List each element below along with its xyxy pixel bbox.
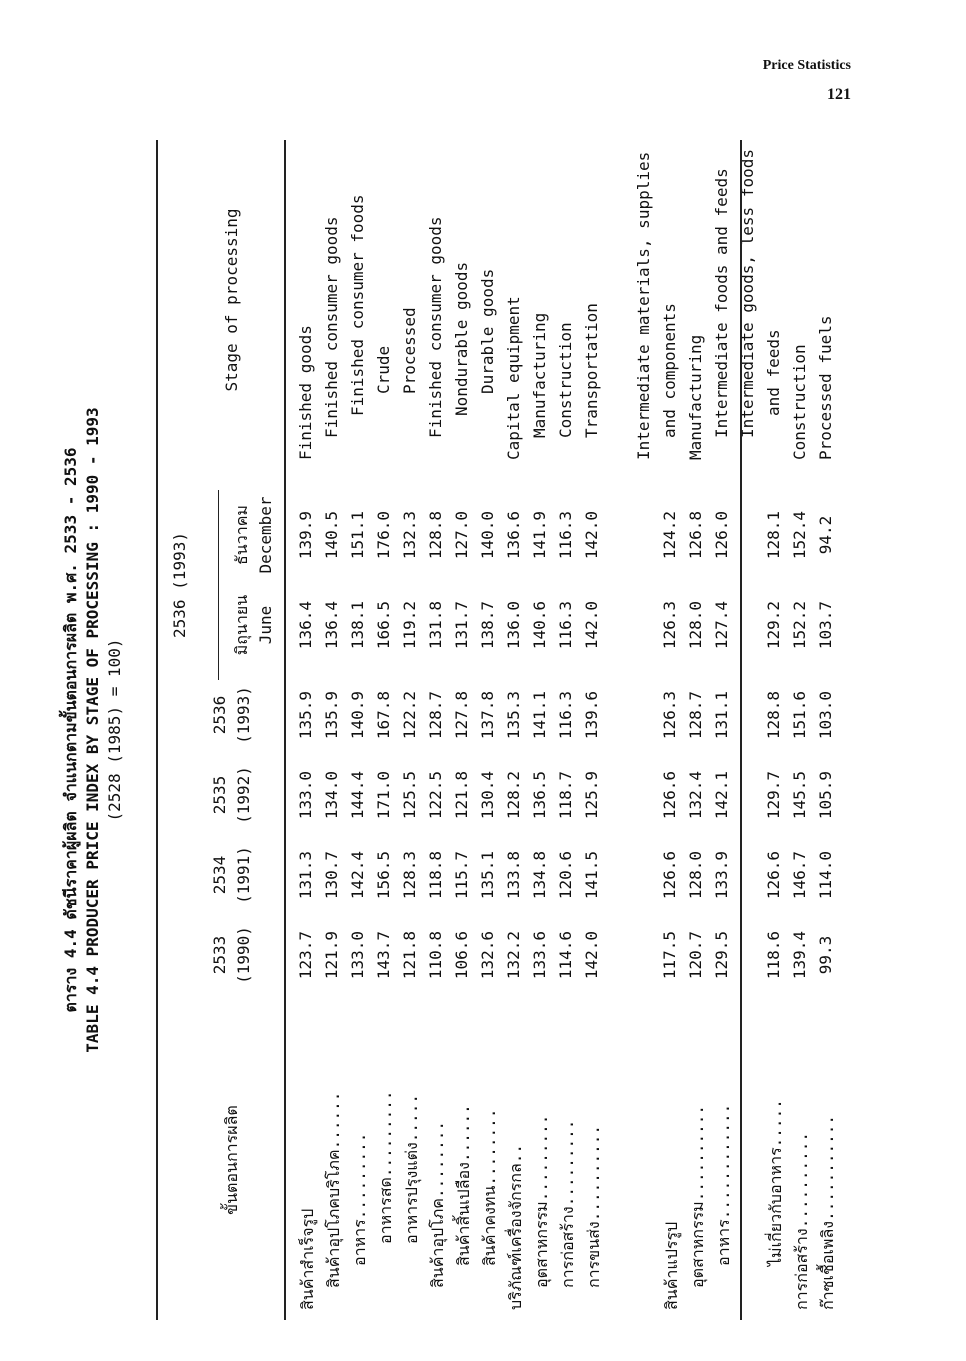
row-value: 136.5 [530,770,549,820]
row-value: 139.4 [790,930,809,980]
table-row [712,140,738,1320]
row-label-english: Finished consumer goods [322,216,341,438]
row-label-thai: อาหาร......... [350,1132,369,1266]
table-base-note: (2528 (1985) = 100) [105,638,124,822]
row-value: 138.1 [348,600,367,650]
row-value: 138.7 [478,600,497,650]
row-value: 135.9 [322,690,341,740]
row-value: 128.8 [426,510,445,560]
row-value: 128.3 [400,850,419,900]
row-label-thai: การก่อสร้าง......... [558,1119,577,1288]
row-label-english: Intermediate foods and feeds [712,168,731,438]
row-value: 120.7 [686,930,705,980]
column-header-be: ธันวาคม [232,505,251,565]
row-value: 129.5 [712,930,731,980]
row-value: 167.8 [374,690,393,740]
row-value: 171.0 [374,770,393,820]
page-header-title: Price Statistics [762,58,851,73]
table-row [426,140,452,1320]
row-value: 137.8 [478,690,497,740]
row-value: 94.2 [816,515,835,555]
row-value: 132.2 [504,930,523,980]
row-value: 142.0 [582,930,601,980]
column-header-be: 2533 [210,935,229,975]
row-value: 176.0 [374,510,393,560]
table-row [816,140,842,1320]
row-label-thai: สินค้าอุปโภค........ [428,1120,447,1288]
row-label-english: Construction [790,344,809,460]
row-value: 122.5 [426,770,445,820]
row-value: 166.5 [374,600,393,650]
row-value: 126.8 [686,510,705,560]
row-label-english: Intermediate materials, supplies [634,151,653,460]
row-value: 128.0 [686,850,705,900]
row-label-english: Processed fuels [816,315,835,460]
table-row [582,140,608,1320]
table-row [504,140,530,1320]
row-label-english: Durable goods [478,268,497,394]
row-value: 124.2 [660,510,679,560]
row-value: 118.7 [556,770,575,820]
row-value: 126.0 [712,510,731,560]
row-value: 133.6 [530,930,549,980]
table-row [764,140,790,1320]
column-header-be: 2535 [210,775,229,815]
row-value: 135.9 [296,690,315,740]
row-value: 136.4 [296,600,315,650]
row-value: 142.0 [582,510,601,560]
table-title-english: TABLE 4.4 PRODUCER PRICE INDEX BY STAGE OF PROCESSING : 1990 - 1993 [83,407,102,1053]
row-value: 99.3 [816,935,835,975]
row-label-english: Nondurable goods [452,261,471,416]
column-header-ce: (1991) [234,846,253,904]
row-value: 128.7 [426,690,445,740]
row-value: 142.4 [348,850,367,900]
row-value: 140.6 [530,600,549,650]
table-row [296,140,322,1320]
row-value: 119.2 [400,600,419,650]
row-value: 128.8 [764,690,783,740]
row-value: 105.9 [816,770,835,820]
row-value: 128.2 [504,770,523,820]
row-value: 114.0 [816,850,835,900]
row-value: 118.6 [764,930,783,980]
row-value: 139.6 [582,690,601,740]
row-value: 127.4 [712,600,731,650]
table-row [322,140,348,1320]
row-label-thai: อุตสาหกรรม......... [532,1114,551,1288]
table-title-thai: ตาราง 4.4 ดัชนีราคาผู้ผลิต จำแนกตามขั้นตอนการผลิต พ.ศ. 2533 - 2536 [61,447,80,1013]
row-value: 145.5 [790,770,809,820]
table-row [478,140,504,1320]
row-value: 151.6 [790,690,809,740]
row-value: 118.8 [426,850,445,900]
row-value: 125.5 [400,770,419,820]
row-value: 121.8 [452,770,471,820]
row-value: 103.7 [816,600,835,650]
row-label-thai: สินค้าคงทน........ [480,1108,499,1266]
row-value: 116.3 [556,600,575,650]
row-label-english: Finished consumer foods [348,194,367,416]
row-value: 106.6 [452,930,471,980]
table-row [556,140,582,1320]
row-value: 134.0 [322,770,341,820]
row-value: 129.7 [764,770,783,820]
row-value: 127.0 [452,510,471,560]
row-label-thai: สินค้าสำเร็จรูป [298,1208,317,1310]
row-label-english: Finished goods [296,325,315,460]
row-value: 152.4 [790,510,809,560]
column-header-ce: December [256,496,275,574]
row-label-english: and feeds [764,329,783,416]
column-header-be: มิถุนายน [232,594,251,656]
row-value: 116.3 [556,510,575,560]
row-label-english: Manufacturing [686,334,705,460]
row-value: 135.1 [478,850,497,900]
row-value: 131.8 [426,600,445,650]
row-value: 146.7 [790,850,809,900]
row-label-english: Manufacturing [530,312,549,438]
row-value: 131.3 [296,850,315,900]
row-value: 133.8 [504,850,523,900]
column-header-ce: (1990) [234,926,253,984]
row-value: 142.1 [712,770,731,820]
row-value: 133.9 [712,850,731,900]
column-header-be: 2534 [210,855,229,895]
row-value: 121.8 [400,930,419,980]
row-value: 152.2 [790,600,809,650]
table-row [400,140,426,1320]
row-value: 121.9 [322,930,341,980]
row-value: 133.0 [348,930,367,980]
table-row [686,140,712,1320]
english-header: Stage of processing [222,208,241,392]
column-header-ce: (1992) [234,766,253,824]
row-value: 103.0 [816,690,835,740]
row-value: 140.5 [322,510,341,560]
row-value: 110.8 [426,930,445,980]
row-value: 136.6 [504,510,523,560]
row-label-thai: บริภัณฑ์เครื่องจักรกล.. [506,1143,525,1310]
row-label-thai: สินค้าแปรรูป [662,1221,681,1310]
row-value: 143.7 [374,930,393,980]
row-label-english: Finished consumer goods [426,216,445,438]
row-label-thai: ไม่เกี่ยวกับอาหาร..... [766,1099,785,1266]
row-value: 128.7 [686,690,705,740]
table-row [634,140,660,1320]
row-value: 132.3 [400,510,419,560]
row-label-thai: อาหารสด......... [376,1090,395,1244]
row-value: 136.4 [322,600,341,650]
row-label-english: Processed [400,307,419,394]
table-row [790,140,816,1320]
row-label-thai: การก่อสร้าง.......... [792,1131,811,1310]
row-value: 134.8 [530,850,549,900]
row-value: 125.9 [582,770,601,820]
row-value: 140.9 [348,690,367,740]
row-value: 126.6 [660,850,679,900]
row-label-english: Capital equipment [504,296,523,460]
row-value: 128.1 [764,510,783,560]
row-value: 144.4 [348,770,367,820]
group-header: 2536 (1993) [170,532,189,638]
row-label-english: Crude [374,345,393,394]
row-label-thai: การขนส่ง.......... [584,1124,603,1288]
row-label-english: Construction [556,322,575,438]
header-rule [284,140,286,1320]
row-value: 141.1 [530,690,549,740]
row-value: 139.9 [296,510,315,560]
row-value: 131.7 [452,600,471,650]
table-row [608,140,634,1320]
row-value: 141.5 [582,850,601,900]
row-label-thai: อาหาร............ [714,1103,733,1266]
row-value: 126.3 [660,600,679,650]
row-value: 133.0 [296,770,315,820]
row-value: 136.0 [504,600,523,650]
group-subrule [218,490,219,680]
column-header-ce: (1993) [234,686,253,744]
row-value: 126.6 [660,770,679,820]
column-header-be: 2536 [210,695,229,735]
row-label-english: Intermediate goods, less foods [738,149,757,438]
row-value: 130.7 [322,850,341,900]
row-value: 131.1 [712,690,731,740]
row-label-thai: อุตสาหกรรม.......... [688,1104,707,1288]
table-row [660,140,686,1320]
row-label-thai: ก๊าซเชื้อเพลิง........... [818,1114,837,1310]
table-titles [60,140,126,1320]
row-value: 135.3 [504,690,523,740]
table-row [374,140,400,1320]
row-value: 132.4 [686,770,705,820]
row-value: 122.2 [400,690,419,740]
stub-header: ขั้นตอนการผลิต [222,1105,241,1215]
row-value: 120.6 [556,850,575,900]
row-value: 123.7 [296,930,315,980]
top-rule [156,140,158,1320]
row-value: 114.6 [556,930,575,980]
row-value: 126.6 [764,850,783,900]
table-row [452,140,478,1320]
column-header-ce: June [256,605,275,645]
row-value: 141.9 [530,510,549,560]
row-value: 142.0 [582,600,601,650]
row-value: 116.3 [556,690,575,740]
row-label-thai: สินค้าสิ้นเปลือง...... [454,1104,473,1266]
table-row [530,140,556,1320]
row-value: 130.4 [478,770,497,820]
row-value: 127.8 [452,690,471,740]
row-value: 128.0 [686,600,705,650]
bottom-rule [740,140,742,1320]
row-value: 117.5 [660,930,679,980]
row-value: 126.3 [660,690,679,740]
table-row [348,140,374,1320]
row-label-english: Transportation [582,303,601,438]
row-value: 132.6 [478,930,497,980]
row-label-english: and components [660,303,679,438]
row-value: 156.5 [374,850,393,900]
page-number: 121 [827,86,851,103]
row-value: 129.2 [764,600,783,650]
row-value: 140.0 [478,510,497,560]
row-value: 115.7 [452,850,471,900]
rotated-table [60,140,837,1320]
row-label-thai: อาหารปรุงแต่ง..... [402,1094,421,1244]
row-label-thai: สินค้าอุปโภคบริโภค...... [324,1091,343,1288]
row-value: 151.1 [348,510,367,560]
